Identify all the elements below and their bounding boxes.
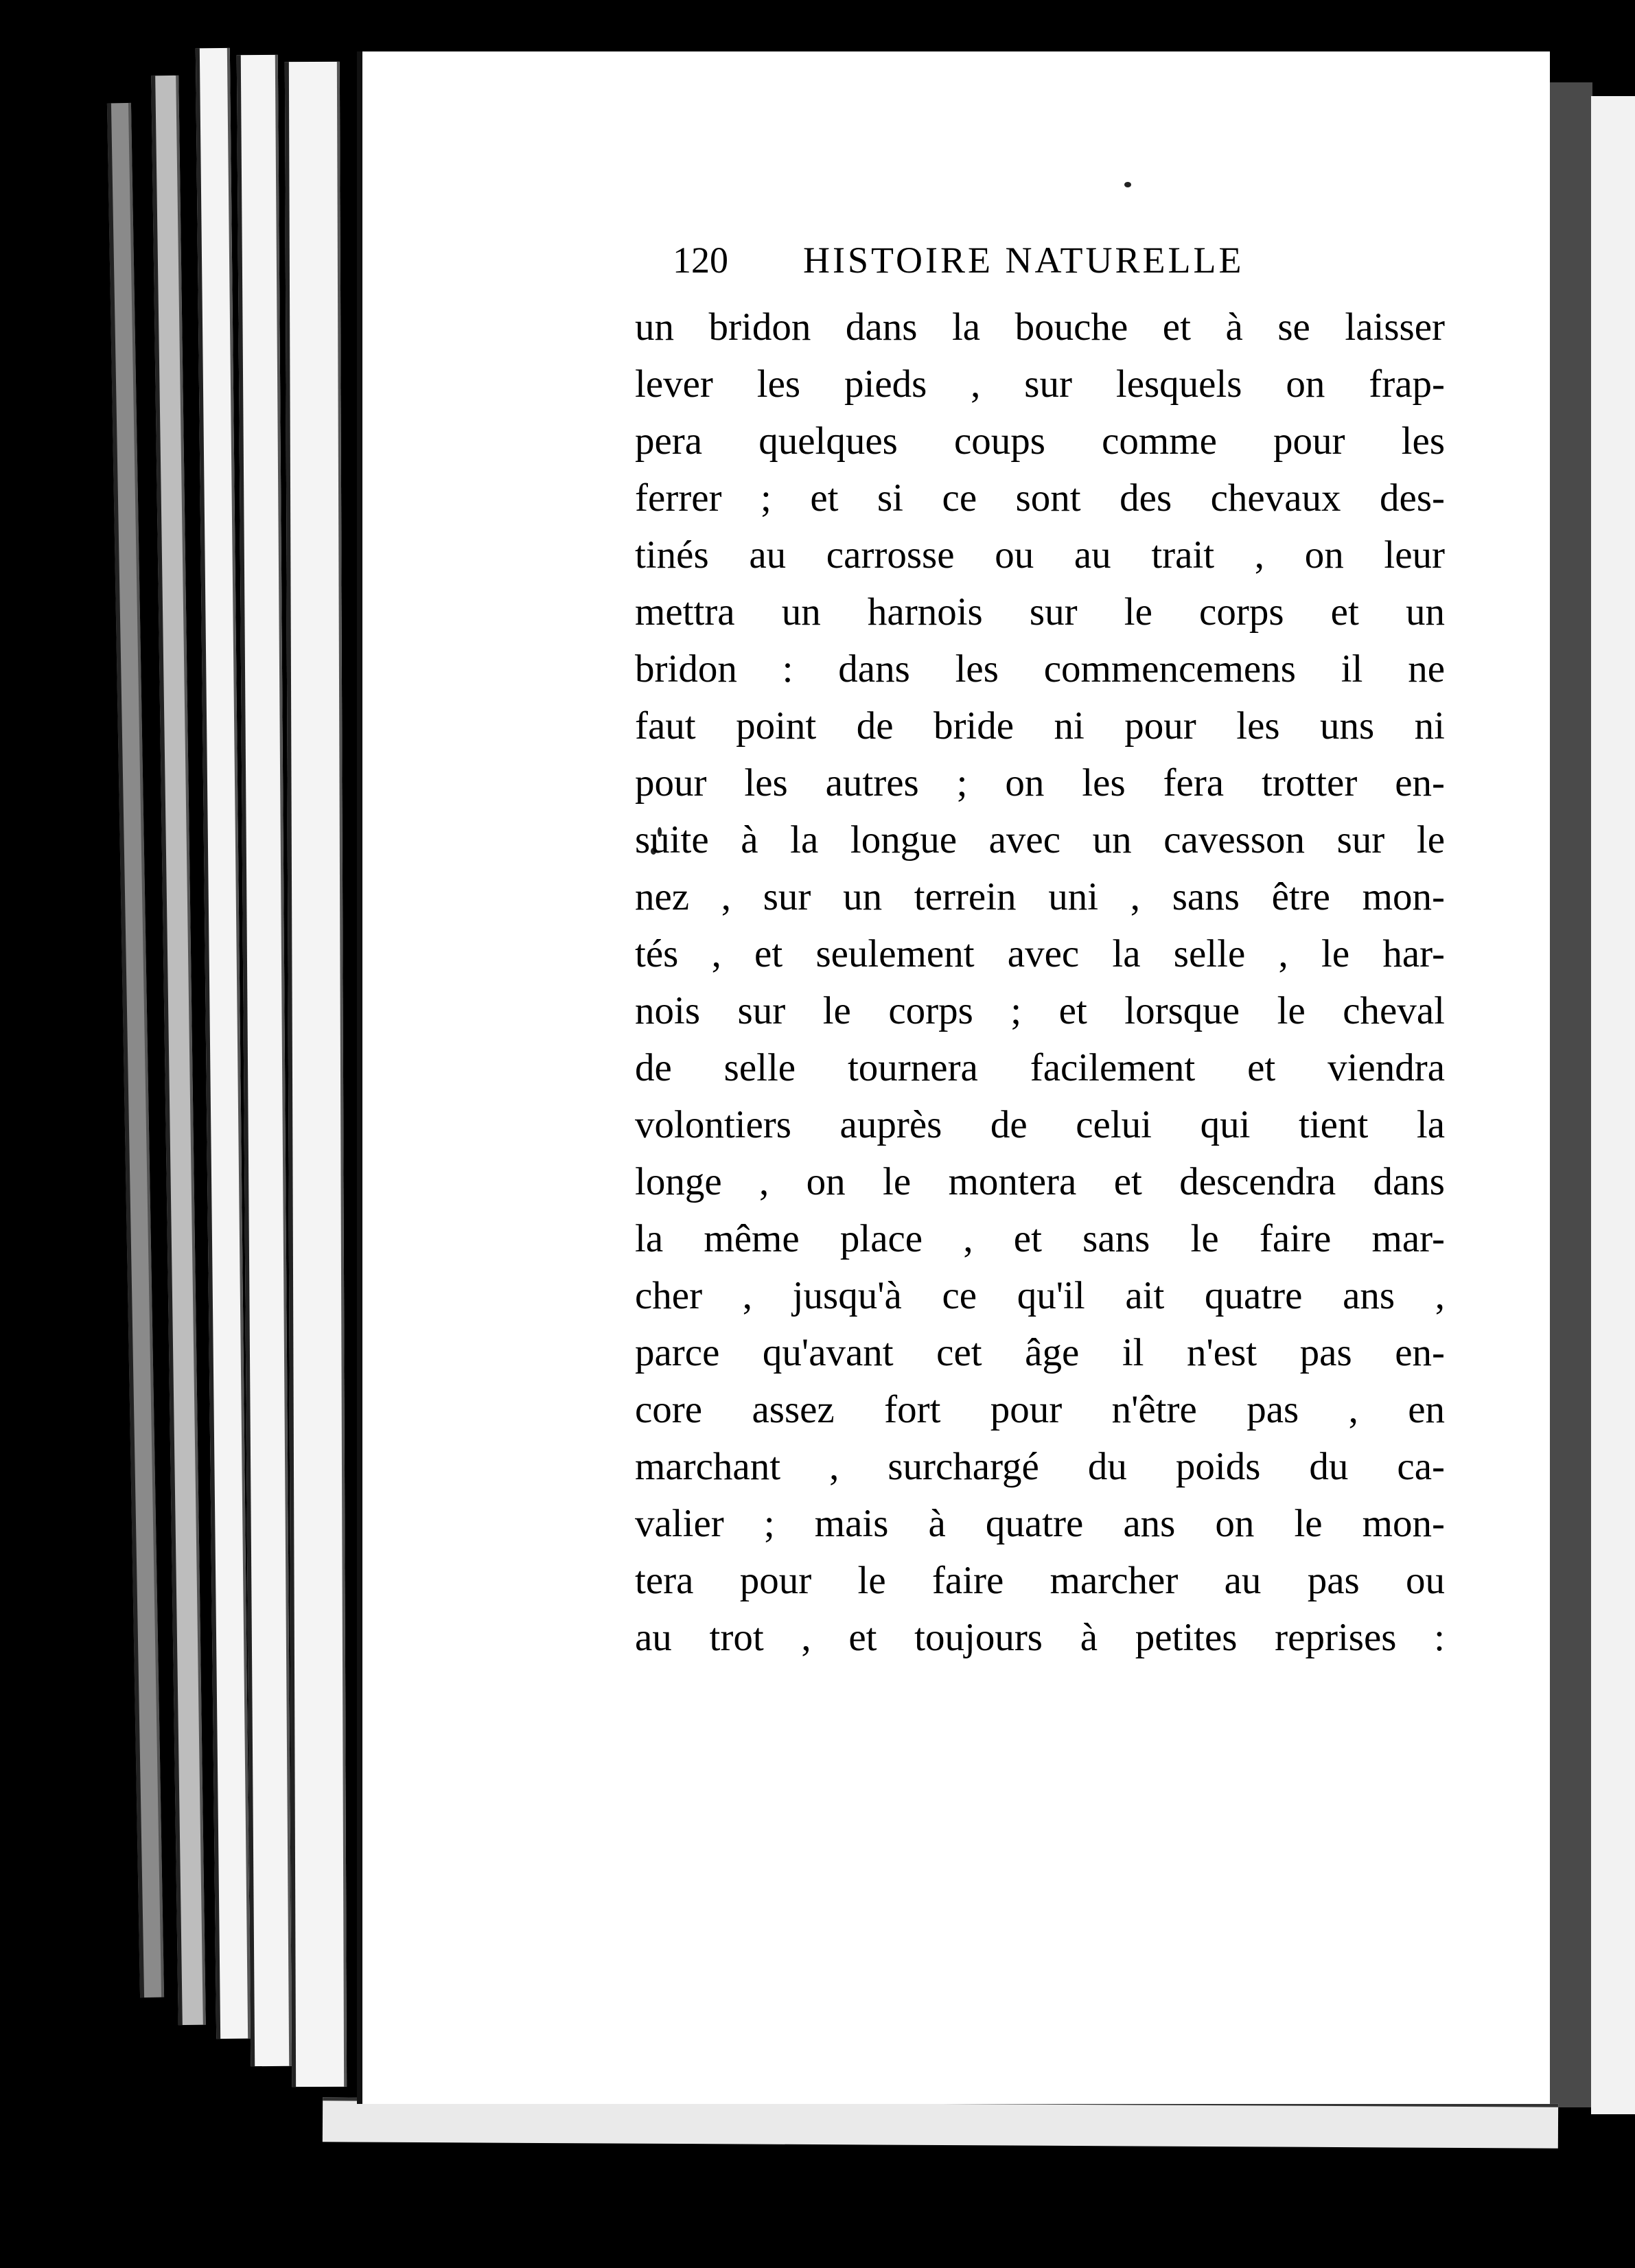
page-edge — [285, 62, 347, 2087]
ink-speck — [1124, 182, 1131, 187]
text-line: faut point de bride ni pour les uns ni — [635, 704, 1445, 748]
text-line: parce qu'avant cet âge il n'est pas en- — [635, 1331, 1445, 1374]
text-line: valier ; mais à quatre ans on le mon- — [635, 1502, 1445, 1545]
text-line: pour les autres ; on les fera trotter en- — [635, 761, 1445, 805]
running-title: HISTOIRE NATURELLE — [803, 240, 1244, 281]
bottom-page-edge — [323, 2097, 1558, 2148]
text-line: volontiers auprès de celui qui tient la — [635, 1103, 1445, 1146]
text-line: la même place , et sans le faire mar- — [635, 1217, 1445, 1260]
text-line: longe , on le montera et descendra dans — [635, 1160, 1445, 1203]
text-line: suite à la longue avec un cavesson sur le — [635, 818, 1445, 861]
text-line: lever les pieds , sur lesquels on frap- — [635, 362, 1445, 406]
text-line: cher , jusqu'à ce qu'il ait quatre ans , — [635, 1274, 1445, 1317]
text-line: de selle tournera facilement et viendra — [635, 1046, 1445, 1089]
text-line: pera quelques coups comme pour les — [635, 419, 1445, 463]
facing-page-sliver — [1591, 96, 1635, 2114]
text-line: tinés au carrosse ou au trait , on leur — [635, 533, 1445, 577]
text-line: core assez fort pour n'être pas , en — [635, 1388, 1445, 1431]
text-line: un bridon dans la bouche et à se laisser — [635, 305, 1445, 349]
text-line: mettra un harnois sur le corps et un — [635, 590, 1445, 634]
text-line: marchant , surchargé du poids du ca- — [635, 1445, 1445, 1488]
text-line: tés , et seulement avec la selle , le har- — [635, 932, 1445, 975]
text-line: au trot , et toujours à petites reprises : — [635, 1616, 1445, 1659]
text-line: ferrer ; et si ce sont des chevaux des- — [635, 476, 1445, 520]
page-number: 120 — [673, 240, 728, 281]
text-line: bridon : dans les commencemens il ne — [635, 647, 1445, 691]
text-line: nois sur le corps ; et lorsque le cheval — [635, 989, 1445, 1032]
text-line: nez , sur un terrein uni , sans être mon- — [635, 875, 1445, 918]
page-header — [673, 239, 1325, 287]
body-text — [635, 299, 1445, 1666]
text-line: tera pour le faire marcher au pas ou — [635, 1559, 1445, 1602]
